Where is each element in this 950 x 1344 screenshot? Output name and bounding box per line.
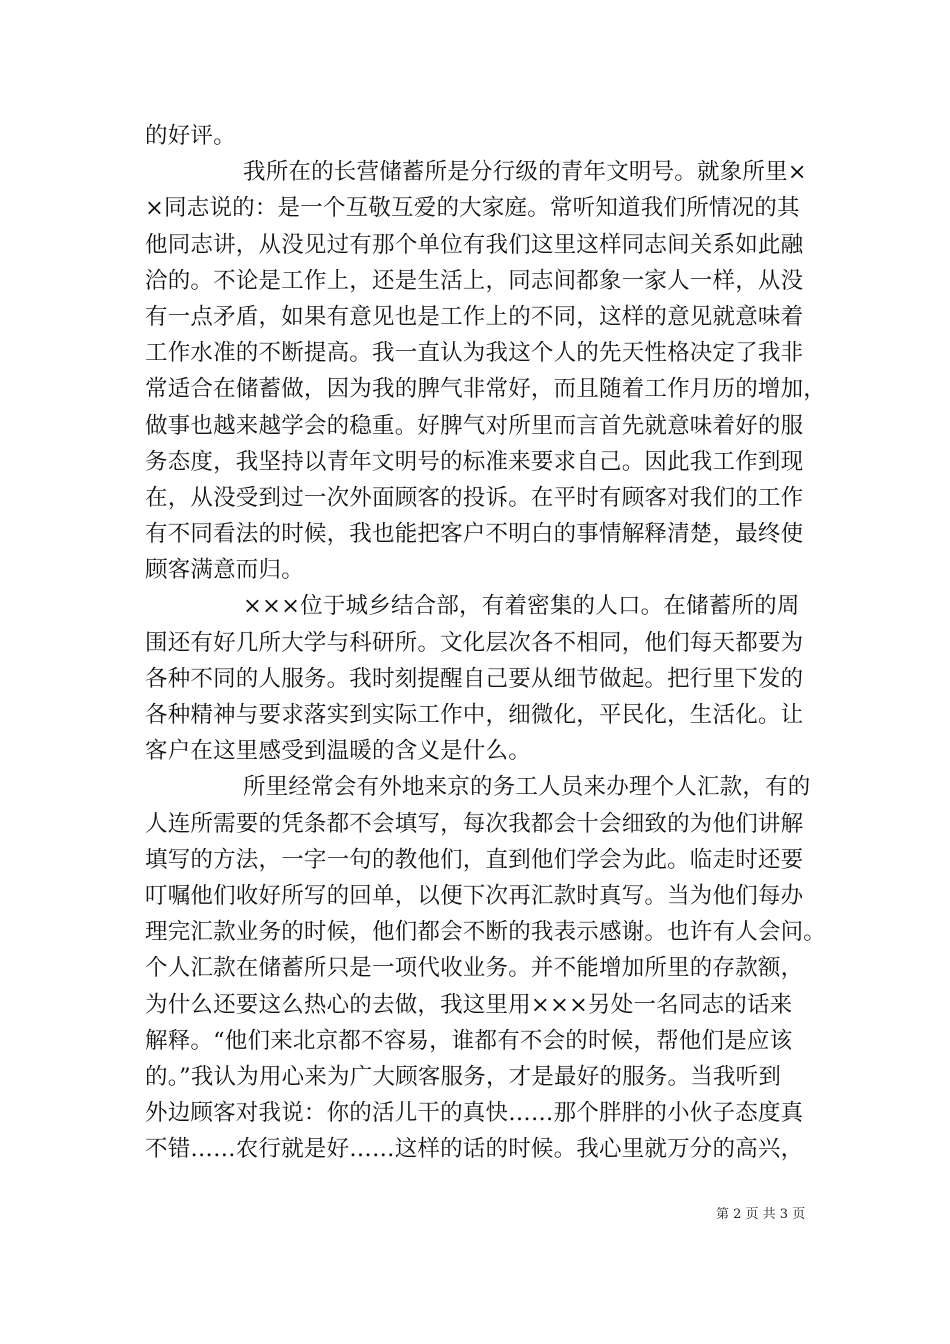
text-line: 工作水准的不断提高。我一直认为我这个人的先天性格决定了我非 bbox=[145, 340, 804, 367]
text-line: 他同志讲，从没见过有那个单位有我们这里这样同志间关系如此融 bbox=[145, 231, 804, 258]
text-line: 务态度，我坚持以青年文明号的标准来要求自己。因此我工作到现 bbox=[145, 448, 804, 475]
text-line: 不错……农行就是好……这样的话的时候。我心里就万分的高兴， bbox=[145, 1136, 804, 1163]
text-line: 有一点矛盾，如果有意见也是工作上的不同，这样的意见就意味着 bbox=[145, 303, 804, 330]
text-line: 有不同看法的时候，我也能把客户不明白的事情解释清楚，最终使 bbox=[145, 521, 804, 548]
text-line: ×同志说的：是一个互敬互爱的大家庭。常听知道我们所情况的其 bbox=[145, 195, 800, 222]
text-line: 围还有好几所大学与科研所。文化层次各不相同，他们每天都要为 bbox=[145, 629, 804, 656]
text-line: 个人汇款在储蓄所只是一项代收业务。并不能增加所里的存款额， bbox=[145, 955, 804, 982]
text-line: 叮嘱他们收好所写的回单，以便下次再汇款时真写。当为他们每办 bbox=[145, 882, 804, 909]
text-line: ×××位于城乡结合部，有着密集的人口。在储蓄所的周 bbox=[243, 593, 800, 620]
text-line: 为什么还要这么热心的去做，我这里用×××另处一名同志的话来 bbox=[145, 991, 793, 1018]
text-line: 洽的。不论是工作上，还是生活上，同志间都象一家人一样，从没 bbox=[145, 267, 804, 294]
page-number-footer: 第 2 页 共 3 页 bbox=[716, 1207, 806, 1222]
text-line: 人连所需要的凭条都不会填写，每次我都会十会细致的为他们讲解 bbox=[145, 810, 804, 837]
text-line: 外边顾客对我说：你的活儿干的真快……那个胖胖的小伙子态度真 bbox=[145, 1100, 804, 1127]
text-line: 各种精神与要求落实到实际工作中，细微化，平民化，生活化。让 bbox=[145, 702, 804, 728]
text-line: 做事也越来越学会的稳重。好脾气对所里而言首先就意味着好的服 bbox=[145, 412, 804, 439]
document-body bbox=[145, 118, 825, 1167]
text-line: 在，从没受到过一次外面顾客的投诉。在平时有顾客对我们的工作 bbox=[145, 484, 804, 511]
text-line: 填写的方法，一字一句的教他们，直到他们学会为此。临走时还要 bbox=[145, 846, 804, 873]
text-line: 解释。“他们来北京都不容易，谁都有不会的时候，帮他们是应该 bbox=[145, 1027, 793, 1054]
text-line: 顾客满意而归。 bbox=[145, 557, 304, 584]
text-line: 常适合在储蓄做，因为我的脾气非常好，而且随着工作月历的增加， bbox=[145, 376, 827, 403]
text-line: 所里经常会有外地来京的务工人员来办理个人汇款，有的 bbox=[243, 774, 811, 801]
text-line: 各种不同的人服务。我时刻提醒自己要从细节做起。把行里下发的 bbox=[145, 665, 804, 692]
text-line: 理完汇款业务的时候，他们都会不断的我表示感谢。也许有人会问。 bbox=[145, 919, 827, 946]
text-line: 的好评。 bbox=[145, 123, 236, 149]
text-line: 客户在这里感受到温暖的含义是什么。 bbox=[145, 738, 531, 765]
text-line: 我所在的长营储蓄所是分行级的青年文明号。就象所里× bbox=[243, 159, 807, 186]
text-line: 的。”我认为用心来为广大顾客服务，才是最好的服务。当我听到 bbox=[145, 1063, 782, 1090]
